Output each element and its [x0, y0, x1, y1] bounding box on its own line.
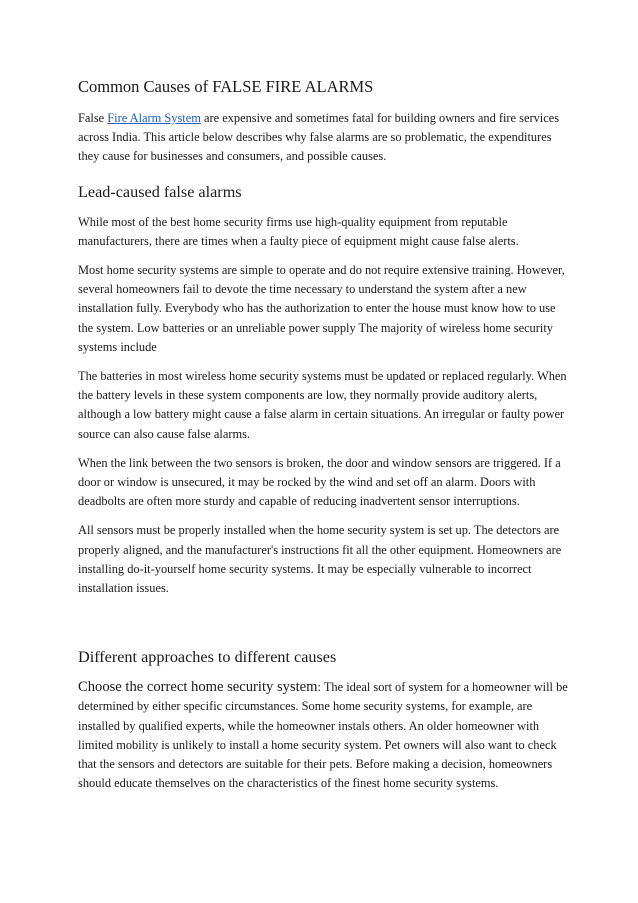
- document-content: [78, 76, 568, 803]
- section2-paragraph: [78, 678, 568, 793]
- section1-paragraph-1: While most of the best home security firms use high-quality equipment from reputable manufacturers, there are times when a faulty piece of equipment might cause false alerts.: [78, 214, 519, 248]
- section1-paragraph-3: The batteries in most wireless home security systems must be updated or replaced regularly. When the battery levels in these system components are low, they normally provide auditory alerts, although a low battery might cause a false alarm in certain situations. An irregular or faulty power source can also cause false alarms.: [78, 369, 567, 441]
- section1-paragraph-2: Most home security systems are simple to operate and do not require extensive training. However, several homeowners fail to devote the time necessary to understand the system after a new installation fully. Everybody who has the authorization to enter the house must know how to use the system. Low batteries or an unreliable power supply The majority of wireless home security systems include: [78, 263, 565, 354]
- section2-paragraph-text: : The ideal sort of system for a homeowner will be determined by either specific circumstances. Some home security systems, for example, are installed by qualified experts, while the homeowner instals others. An older homeowner with limited mobility is unlikely to install a home security system. Pet owners will also want to check that the sensors and detectors are suitable for their pets. Before making a decision, homeowners should educate themselves on the characteristics of the finest home security systems.: [78, 680, 568, 791]
- intro-paragraph: [78, 109, 568, 167]
- section-heading-lead-caused: Lead-caused false alarms: [78, 182, 242, 201]
- intro-text-before-link: False: [78, 111, 108, 125]
- intro-text-after-link: are expensive and sometimes fatal for building owners and fire services across India. This article below describes why false alarms are so problematic, the expenditures they cause for businesses and consumers, and possible causes.: [78, 111, 560, 164]
- section1-paragraph-4: When the link between the two sensors is broken, the door and window sensors are triggered. If a door or window is unsecured, it may be rocked by the wind and set off an alarm. Doors with deadbolts are often more sturdy and capable of reducing inadvertent sensor interruptions.: [78, 455, 561, 509]
- section1-paragraph-5: All sensors must be properly installed when the home security system is set up. The detectors are properly aligned, and the manufacturer's instructions fit all the other equipment. Homeowners are installing do-it-yourself home security systems. It may be especially vulnerable to incorrect installation issues.: [78, 523, 562, 596]
- section-heading-different-approaches: Different approaches to different causes: [78, 648, 337, 667]
- inline-heading-choose-system: Choose the correct home security system: [78, 679, 318, 696]
- fire-alarm-system-link[interactable]: Fire Alarm System: [107, 111, 201, 125]
- document-title: Common Causes of FALSE FIRE ALARMS: [78, 77, 374, 96]
